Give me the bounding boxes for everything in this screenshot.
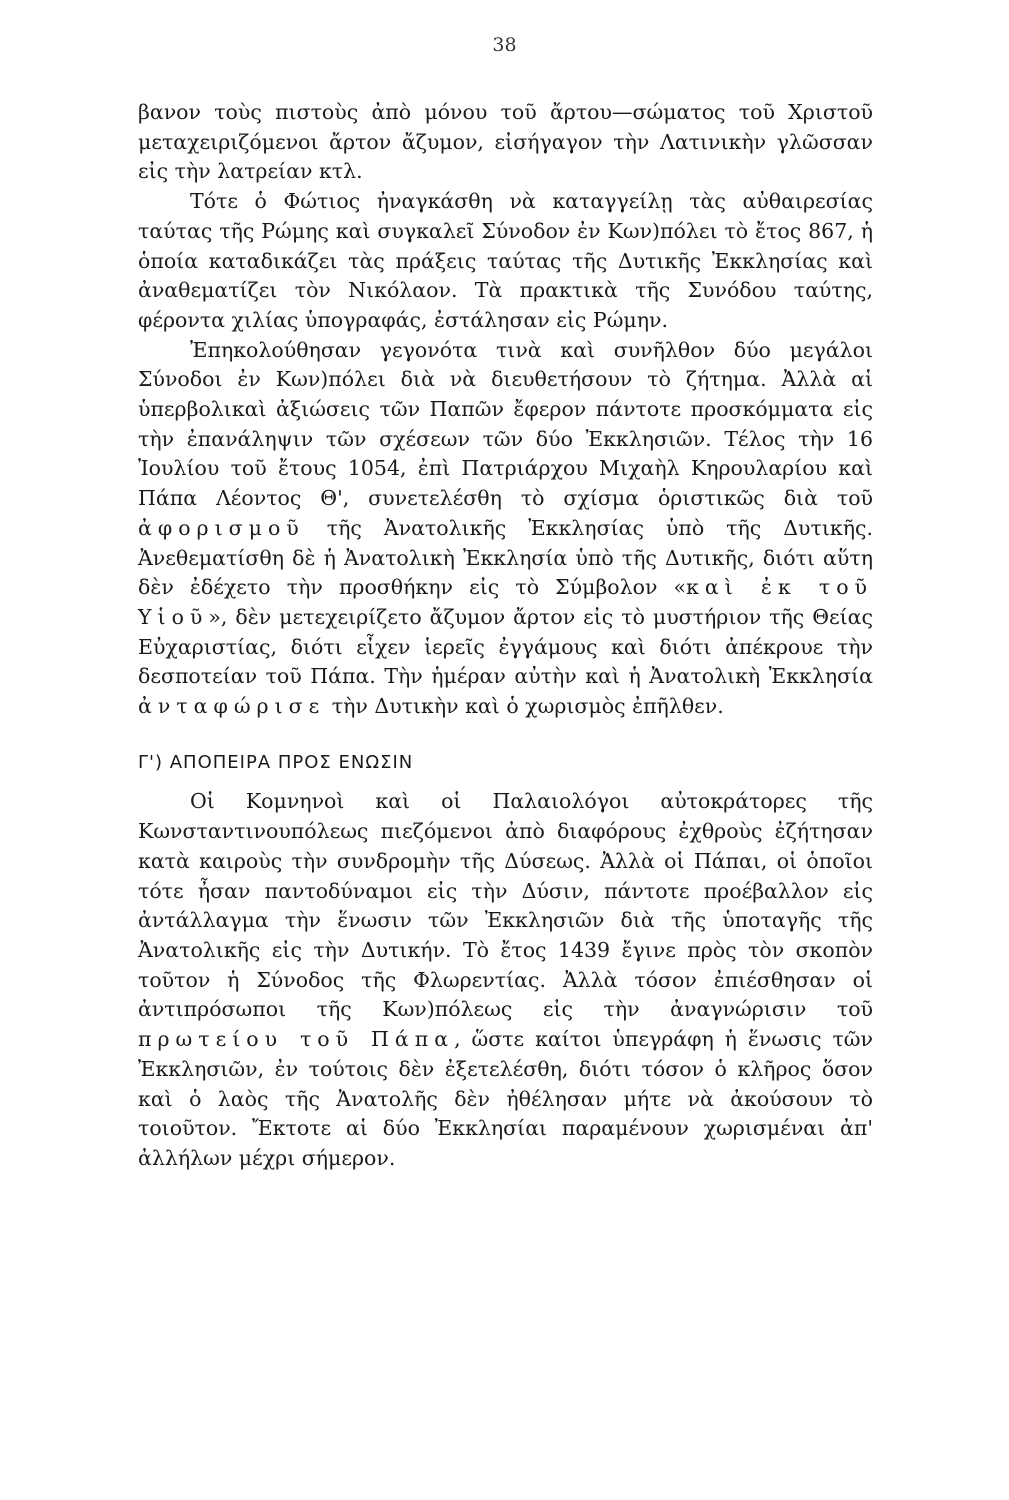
- paragraph-4: [138, 787, 873, 1173]
- paragraph-2: [138, 187, 873, 336]
- section-heading: Γ') ΑΠΟΠΕΙΡΑ ΠΡΟΣ ΕΝΩΣΙΝ: [138, 751, 414, 773]
- paragraph-3-text-c: τῆς Ἀνατολικῆς Ἐκκλησίας ὑπὸ τῆς Δυτικῆς. Ἀνεθεματίσθη δὲ ἡ Ἀνατολικὴ Ἐκκλησία ὑπὸ τῆς Δυτικῆς, διότι αὕτη δὲν ἐδέχετο τὴν προσθήκην εἰς τὸ Σύμβολον «: [138, 515, 873, 600]
- paragraph-4-text-a: Οἱ Κομνηνοὶ καὶ οἱ Παλαιολόγοι αὐτοκράτορες τῆς Κωνσταντινουπόλεως πιεζόμενοι ἀπὸ διαφόρους ἐχθροὺς ἐζήτησαν κατὰ καιροὺς τὴν συνδρομὴν τῆς Δύσεως. Ἀλλὰ οἱ Πάπαι, οἱ ὁποῖοι τότε ἦσαν παντοδύναμοι εἰς τὴν Δύσιν, πάντοτε προέβαλλον εἰς ἀντάλλαγμα τὴν ἕνωσιν τῶν Ἐκκλησιῶν διὰ τῆς ὑποταγῆς τῆς Ἀνατολικῆς εἰς τὴν Δυτικήν. Τὸ ἔτος 1439 ἔγινε πρὸς τὸν σκοπὸν τοῦτον ἡ Σύνοδος τῆς Φλωρεντίας. Ἀλλὰ τόσον ἐπιέσθησαν οἱ ἀντιπρόσωποι τῆς Κων)πόλεως εἰς τὴν ἀναγνώρισιν τοῦ: [138, 789, 873, 1022]
- paragraph-4-text-c: , ὥστε καίτοι ὑπεγράφη ἡ ἕνωσις τῶν Ἐκκλησιῶν, ἐν τούτοις δὲν ἐξετελέσθη, διότι τόσον ὁ κλῆρος ὅσον καὶ ὁ λαὸς τῆς Ἀνατολῆς δὲν ἠθέλησαν μήτε νὰ ἀκούσουν τὸ τοιοῦτον. Ἔκτοτε αἱ δύο Ἐκκλησίαι παραμένουν χωρισμέναι ἀπ' ἀλλήλων μέχρι σήμερον.: [138, 1027, 873, 1170]
- paragraph-3-text-g: τὴν Δυτικὴν καὶ ὁ χωρισμὸς ἐπῆλθεν.: [331, 694, 724, 719]
- page-number: 38: [492, 34, 517, 56]
- emphasis-filioque: καὶ ἐκ τοῦ Υἱοῦ: [138, 575, 874, 629]
- paragraph-3-text-e: », δὲν μετεχειρίζετο ἄζυμον ἄρτον εἰς τὸ μυστήριον τῆς Θείας Εὐχαριστίας, διότι εἶχεν ἱερεῖς ἐγγάμους καὶ διότι ἀπέκρουε τὴν δεσποτείαν τοῦ Πάπα. Τὴν ἡμέραν αὐτὴν καὶ ἡ Ἀνατολικὴ Ἐκκλησία: [138, 604, 873, 689]
- paragraph-1-text: βανον τοὺς πιστοὺς ἀπὸ μόνου τοῦ ἄρτου—σώματος τοῦ Χριστοῦ μεταχειριζόμενοι ἄρτον ἄζυμον, εἰσήγαγον τὴν Λατινικὴν γλῶσσαν εἰς τὴν λατρείαν κτλ.: [138, 100, 873, 184]
- body-text: [138, 98, 873, 1174]
- emphasis-counter-excommunication: ἀνταφώρισε: [138, 694, 326, 719]
- emphasis-papal-primacy: πρωτείου τοῦ Πάπα: [138, 1027, 455, 1052]
- emphasis-excommunication: ἀφορισμοῦ: [138, 515, 305, 540]
- paragraph-3-text-a: Ἐπηκολούθησαν γεγονότα τινὰ καὶ συνῆλθον δύο μεγάλοι Σύνοδοι ἐν Κων)πόλει διὰ νὰ διευθετήσουν τὸ ζήτημα. Ἀλλὰ αἱ ὑπερβολικαὶ ἀξιώσεις τῶν Παπῶν ἔφερον πάντοτε προσκόμματα εἰς τὴν ἐπανάληψιν τῶν σχέσεων τῶν δύο Ἐκκλησιῶν. Τέλος τὴν 16 Ἰουλίου τοῦ ἔτους 1054, ἐπὶ Πατριάρχου Μιχαὴλ Κηρουλαρίου καὶ Πάπα Λέοντος Θ', συνετελέσθη τὸ σχίσμα ὁριστικῶς διὰ τοῦ: [138, 337, 873, 511]
- paragraph-2-text: Τότε ὁ Φώτιος ἠναγκάσθη νὰ καταγγείλῃ τὰς αὐθαιρεσίας ταύτας τῆς Ρώμης καὶ συγκαλεῖ Σύνοδον ἐν Κων)πόλει τὸ ἔτος 867, ἡ ὁποία καταδικάζει τὰς πράξεις ταύτας τῆς Δυτικῆς Ἐκκλησίας καὶ ἀναθεματίζει τὸν Νικόλαον. Τὰ πρακτικὰ τῆς Συνόδου ταύτης, φέροντα χιλίας ὑπογραφάς, ἐστάλησαν εἰς Ρώμην.: [138, 189, 873, 332]
- paragraph-1: [138, 98, 873, 187]
- paragraph-3: [138, 336, 873, 722]
